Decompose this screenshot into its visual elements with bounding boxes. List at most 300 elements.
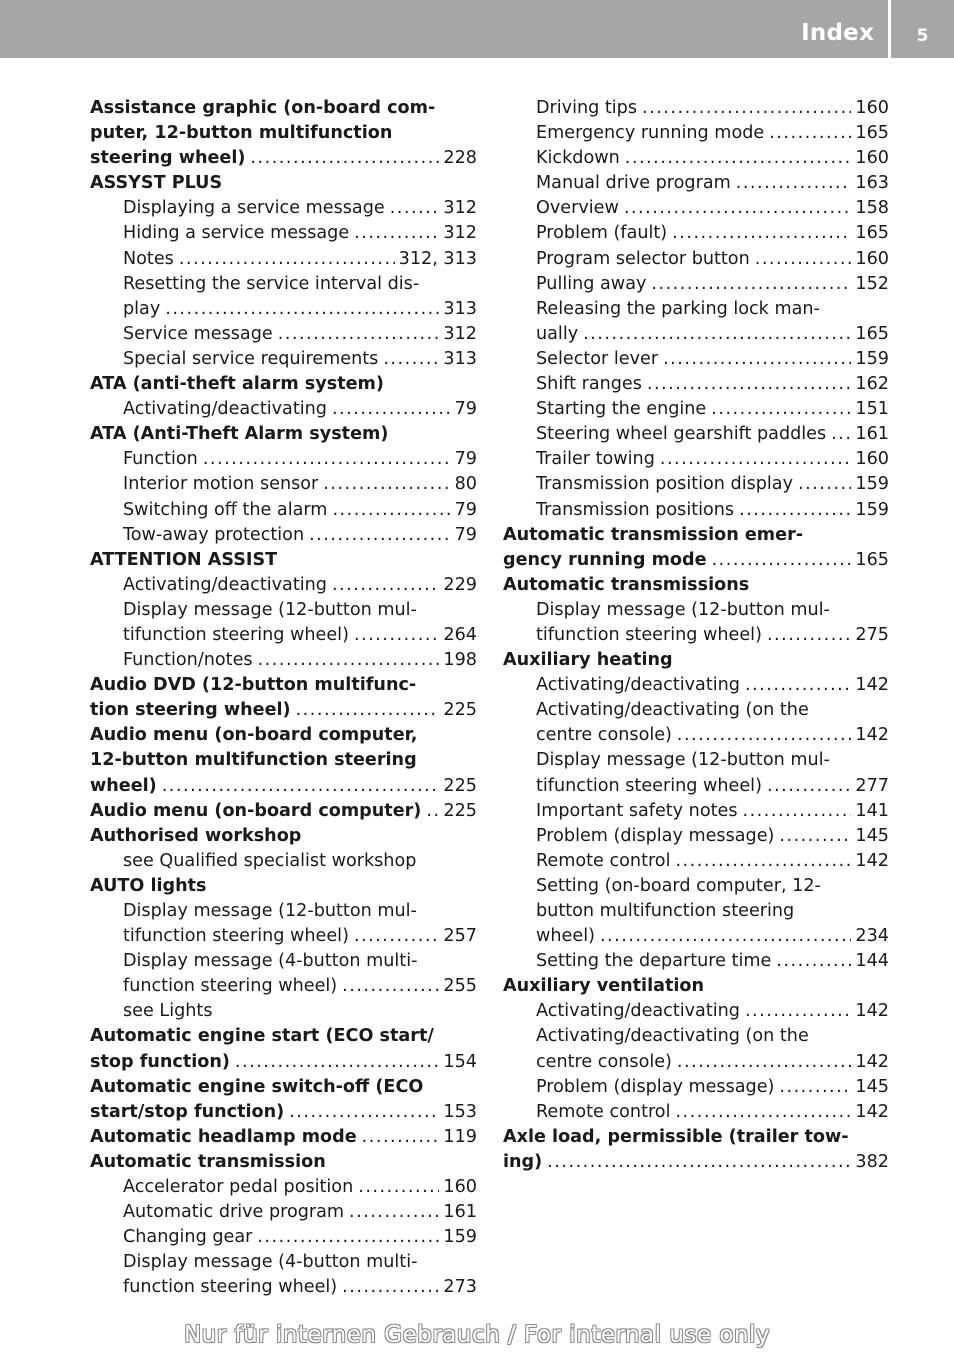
index-subentry <box>90 1250 477 1275</box>
page-reference: 165 <box>855 549 889 570</box>
dot-leader <box>767 623 851 648</box>
dot-leader <box>660 447 852 472</box>
index-subentry <box>503 924 889 949</box>
entry-text: centre console) <box>536 1051 672 1072</box>
page-reference: 312 <box>443 198 477 219</box>
page-reference: 142 <box>855 675 889 696</box>
index-subentry <box>503 874 889 899</box>
dot-leader <box>390 196 440 221</box>
entry-text: Transmission position display <box>536 474 793 495</box>
index-entry <box>503 573 889 598</box>
entry-text: Accelerator pedal position <box>123 1177 354 1198</box>
index-subentry <box>90 447 477 472</box>
page-reference: 313 <box>443 298 477 319</box>
index-entry <box>90 96 477 121</box>
dot-leader <box>776 949 851 974</box>
page-reference: 79 <box>454 499 477 520</box>
entry-text: Function <box>123 449 198 470</box>
entry-text: Function/notes <box>123 650 253 671</box>
page-reference: 312, 313 <box>398 248 477 269</box>
entry-text: centre console) <box>536 725 672 746</box>
entry-text: puter, 12-button multifunction <box>90 123 393 144</box>
index-subentry <box>503 196 889 221</box>
dot-leader <box>332 498 450 523</box>
entry-text: gency running mode <box>503 549 707 570</box>
index-entry <box>90 774 477 799</box>
dot-leader <box>162 774 440 799</box>
entry-text: Notes <box>123 248 174 269</box>
entry-text: Important safety notes <box>536 800 738 821</box>
entry-text: Interior motion sensor <box>123 474 319 495</box>
dot-leader <box>769 121 851 146</box>
entry-text: play <box>123 298 161 319</box>
index-entry <box>90 422 477 447</box>
index-column-left <box>90 96 477 1301</box>
index-entry <box>503 974 889 999</box>
entry-text: Audio menu (on-board computer, <box>90 725 418 746</box>
entry-text: Audio menu (on-board computer) <box>90 800 422 821</box>
index-entry <box>503 548 889 573</box>
dot-leader <box>235 1050 439 1075</box>
entry-text: 12-button multifunction steering <box>90 750 417 771</box>
dot-leader <box>583 322 851 347</box>
dot-leader <box>165 297 439 322</box>
entry-text: stop function) <box>90 1051 230 1072</box>
entry-text: tifunction steering wheel) <box>123 624 349 645</box>
dot-leader <box>354 924 439 949</box>
index-entry <box>90 748 477 773</box>
entry-text: Auxiliary heating <box>503 650 673 671</box>
entry-text: function steering wheel) <box>123 976 338 997</box>
page-reference: 142 <box>855 725 889 746</box>
header-bar <box>0 0 954 58</box>
index-subentry <box>503 297 889 322</box>
entry-text: steering wheel) <box>90 148 246 169</box>
page-reference: 161 <box>855 424 889 445</box>
index-subentry <box>503 999 889 1024</box>
index-subentry <box>90 1225 477 1250</box>
dot-leader <box>743 799 852 824</box>
dot-leader <box>332 397 451 422</box>
index-subentry <box>503 1100 889 1125</box>
index-entry <box>90 673 477 698</box>
entry-text: Automatic transmissions <box>503 574 750 595</box>
index-subentry <box>503 598 889 623</box>
entry-text: Trailer towing <box>536 449 655 470</box>
index-entry <box>90 171 477 196</box>
index-entry <box>90 1100 477 1125</box>
index-subentry <box>90 1275 477 1300</box>
entry-text: Activating/deactivating <box>123 574 327 595</box>
index-subentry <box>503 221 889 246</box>
page-reference: 225 <box>443 775 477 796</box>
dot-leader <box>779 1075 851 1100</box>
index-subentry <box>503 723 889 748</box>
page-reference: 80 <box>454 474 477 495</box>
page-reference: 159 <box>855 499 889 520</box>
page-reference: 257 <box>443 926 477 947</box>
page-reference: 225 <box>443 700 477 721</box>
entry-text: Emergency running mode <box>536 123 765 144</box>
index-entry <box>90 1024 477 1049</box>
dot-leader <box>547 1150 851 1175</box>
entry-text: Automatic engine start (ECO start/ <box>90 1026 434 1047</box>
dot-leader <box>767 774 851 799</box>
entry-text: Automatic headlamp mode <box>90 1126 357 1147</box>
index-subentry <box>503 322 889 347</box>
entry-text: ASSYST PLUS <box>90 173 223 194</box>
page-reference: 198 <box>443 650 477 671</box>
entry-text: Activating/deactivating <box>536 1001 740 1022</box>
page-reference: 142 <box>855 1001 889 1022</box>
page-reference: 161 <box>443 1202 477 1223</box>
index-subentry <box>90 297 477 322</box>
page-reference: 264 <box>443 624 477 645</box>
index-subentry <box>90 1175 477 1200</box>
dot-leader <box>342 974 439 999</box>
page-reference: 312 <box>443 323 477 344</box>
index-subentry <box>503 347 889 372</box>
index-entry <box>90 372 477 397</box>
entry-text: Activating/deactivating <box>536 675 740 696</box>
entry-text: Audio DVD (12-button multifunc- <box>90 675 417 696</box>
index-entry <box>503 1150 889 1175</box>
entry-text: Manual drive program <box>536 173 731 194</box>
page-reference: 154 <box>443 1051 477 1072</box>
dot-leader <box>755 247 852 272</box>
entry-text: Activating/deactivating (on the <box>536 1026 809 1047</box>
index-entry <box>90 548 477 573</box>
index-subentry <box>90 598 477 623</box>
entry-text: Setting the departure time <box>536 951 772 972</box>
index-subentry <box>90 1200 477 1225</box>
page-reference: 142 <box>855 1101 889 1122</box>
index-entry <box>90 1075 477 1100</box>
page-reference: 313 <box>443 348 477 369</box>
entry-text: start/stop function) <box>90 1101 285 1122</box>
page-reference: 165 <box>855 323 889 344</box>
index-subentry <box>90 272 477 297</box>
page-reference: 119 <box>443 1126 477 1147</box>
dot-leader <box>745 999 851 1024</box>
page-reference: 79 <box>454 449 477 470</box>
entry-text: Resetting the service interval dis- <box>123 273 420 294</box>
index-subentry <box>90 322 477 347</box>
entry-text: Problem (display message) <box>536 1076 775 1097</box>
page-title: Index <box>801 20 874 46</box>
entry-text: tion steering wheel) <box>90 700 291 721</box>
page-reference: 277 <box>855 775 889 796</box>
index-subentry <box>503 146 889 171</box>
entry-text: Switching off the alarm <box>123 499 328 520</box>
index-entry <box>90 1125 477 1150</box>
index-subentry <box>90 498 477 523</box>
page-reference: 273 <box>443 1277 477 1298</box>
entry-text: Display message (12-button mul- <box>536 750 830 771</box>
index-subentry <box>90 196 477 221</box>
dot-leader <box>651 272 851 297</box>
page-reference: 145 <box>855 825 889 846</box>
page-reference: 152 <box>855 273 889 294</box>
entry-text: Auxiliary ventilation <box>503 976 705 997</box>
index-subentry <box>90 573 477 598</box>
entry-text: Displaying a service message <box>123 198 385 219</box>
entry-text: AUTO lights <box>90 875 207 896</box>
index-entry <box>503 648 889 673</box>
index-entry <box>90 146 477 171</box>
entry-text: button multifunction steering <box>536 901 795 921</box>
entry-text: see Qualified specialist workshop <box>123 850 417 871</box>
entry-text: see Lights <box>123 1001 213 1022</box>
index-entry <box>90 874 477 899</box>
entry-text: tifunction steering wheel) <box>536 624 762 645</box>
index-subentry <box>503 422 889 447</box>
entry-text: Hiding a service message <box>123 223 350 244</box>
entry-text: function steering wheel) <box>123 1277 338 1298</box>
dot-leader <box>711 397 851 422</box>
page-reference: 145 <box>855 1076 889 1097</box>
dot-leader <box>625 146 852 171</box>
entry-text: ATA (Anti-Theft Alarm system) <box>90 424 389 445</box>
entry-text: Shift ranges <box>536 374 642 395</box>
dot-leader <box>278 322 440 347</box>
dot-leader <box>354 221 439 246</box>
page-reference: 79 <box>454 399 477 420</box>
entry-text: tifunction steering wheel) <box>123 926 349 947</box>
dot-leader <box>779 824 851 849</box>
dot-leader <box>677 1050 852 1075</box>
dot-leader <box>624 196 852 221</box>
entry-text: Display message (4-button multi- <box>123 1252 418 1273</box>
entry-text: Assistance graphic (on-board com- <box>90 98 436 118</box>
index-subentry <box>503 673 889 698</box>
index-subentry <box>503 824 889 849</box>
page-reference: 144 <box>855 951 889 972</box>
page-reference: 165 <box>855 223 889 244</box>
index-subentry <box>90 999 477 1024</box>
index-subentry <box>90 924 477 949</box>
dot-leader <box>831 422 851 447</box>
page-reference: 228 <box>443 148 477 169</box>
dot-leader <box>358 1175 439 1200</box>
page-reference: 159 <box>443 1227 477 1248</box>
entry-text: wheel) <box>90 775 157 796</box>
dot-leader <box>296 698 440 723</box>
page-reference: 153 <box>443 1101 477 1122</box>
index-entry <box>90 1150 477 1175</box>
index-subentry <box>503 498 889 523</box>
page-reference: 163 <box>855 173 889 194</box>
entry-text: Automatic drive program <box>123 1202 345 1223</box>
dot-leader <box>289 1100 439 1125</box>
entry-text: ATTENTION ASSIST <box>90 549 278 570</box>
index-subentry <box>503 247 889 272</box>
dot-leader <box>203 447 451 472</box>
page-reference: 142 <box>855 850 889 871</box>
index-subentry <box>503 472 889 497</box>
index-subentry <box>503 748 889 773</box>
index-subentry <box>90 247 477 272</box>
index-subentry <box>503 96 889 121</box>
entry-text: Remote control <box>536 1101 671 1122</box>
entry-text: Driving tips <box>536 98 638 118</box>
page-reference: 160 <box>855 148 889 169</box>
dot-leader <box>647 372 852 397</box>
index-subentry <box>90 397 477 422</box>
index-entry <box>90 723 477 748</box>
entry-text: Kickdown <box>536 148 620 169</box>
index-subentry <box>503 774 889 799</box>
index-subentry <box>90 648 477 673</box>
page-reference: 275 <box>855 624 889 645</box>
entry-text: Changing gear <box>123 1227 253 1248</box>
dot-leader <box>258 648 440 673</box>
page-reference: 160 <box>855 98 889 118</box>
entry-text: Display message (12-button mul- <box>123 901 417 921</box>
index-subentry <box>503 799 889 824</box>
page-reference: 158 <box>855 198 889 219</box>
index-subentry <box>90 523 477 548</box>
entry-text: Service message <box>123 323 273 344</box>
dot-leader <box>798 472 851 497</box>
dot-leader <box>739 498 851 523</box>
page-reference: 160 <box>443 1177 477 1198</box>
entry-text: Program selector button <box>536 248 750 269</box>
entry-text: Display message (4-button multi- <box>123 951 418 972</box>
entry-text: Problem (fault) <box>536 223 668 244</box>
entry-text: Authorised workshop <box>90 825 302 846</box>
entry-text: tifunction steering wheel) <box>536 775 762 796</box>
entry-text: Tow-away protection <box>123 524 305 545</box>
index-subentry <box>90 974 477 999</box>
entry-text: Display message (12-button mul- <box>536 599 830 620</box>
index-subentry <box>503 121 889 146</box>
index-subentry <box>503 623 889 648</box>
dot-leader <box>257 1225 439 1250</box>
page-reference: 160 <box>855 248 889 269</box>
index-subentry <box>90 623 477 648</box>
page-reference: 151 <box>855 399 889 420</box>
entry-text: ing) <box>503 1151 543 1172</box>
entry-text: Pulling away <box>536 273 647 294</box>
index-entry <box>503 1125 889 1150</box>
page-reference: 382 <box>855 1151 889 1172</box>
entry-text: Remote control <box>536 850 671 871</box>
dot-leader <box>349 1200 439 1225</box>
page-reference: 141 <box>855 800 889 821</box>
entry-text: Steering wheel gearshift paddles <box>536 424 827 445</box>
index-subentry <box>90 849 477 874</box>
index-subentry <box>503 1075 889 1100</box>
index-subentry <box>503 171 889 196</box>
watermark: Nur für internen Gebrauch / For internal use only <box>183 1322 771 1348</box>
dot-leader <box>323 472 450 497</box>
index-subentry <box>503 372 889 397</box>
entry-text: Automatic engine switch-off (ECO <box>90 1076 424 1097</box>
dot-leader <box>309 523 451 548</box>
dot-leader <box>642 96 851 121</box>
index-entry <box>90 799 477 824</box>
index-entry <box>90 698 477 723</box>
index-column-right <box>503 96 889 1175</box>
entry-text: Problem (display message) <box>536 825 775 846</box>
index-subentry <box>503 949 889 974</box>
page-reference: 142 <box>855 1051 889 1072</box>
entry-text: Releasing the parking lock man- <box>536 298 820 319</box>
index-subentry <box>90 347 477 372</box>
page-reference: 229 <box>443 574 477 595</box>
entry-text: Display message (12-button mul- <box>123 599 417 620</box>
index-subentry <box>90 472 477 497</box>
page-reference: 225 <box>443 800 477 821</box>
entry-text: Overview <box>536 198 619 219</box>
page-number: 5 <box>916 26 929 46</box>
index-subentry <box>503 849 889 874</box>
page-reference: 159 <box>855 474 889 495</box>
index-entry <box>503 523 889 548</box>
entry-text: Setting (on-board computer, 12- <box>536 875 821 896</box>
entry-text: Automatic transmission emer- <box>503 524 804 545</box>
dot-leader <box>426 799 439 824</box>
dot-leader <box>332 573 439 598</box>
dot-leader <box>745 673 851 698</box>
dot-leader <box>250 146 439 171</box>
page-reference: 160 <box>855 449 889 470</box>
dot-leader <box>675 1100 851 1125</box>
dot-leader <box>179 247 395 272</box>
dot-leader <box>736 171 852 196</box>
entry-text: Activating/deactivating <box>123 399 327 420</box>
entry-text: Special service requirements <box>123 348 379 369</box>
index-subentry <box>503 1050 889 1075</box>
page-reference: 312 <box>443 223 477 244</box>
entry-text: Automatic transmission <box>90 1151 326 1172</box>
page-reference: 159 <box>855 348 889 369</box>
index-entry <box>90 824 477 849</box>
entry-text: ATA (anti-theft alarm system) <box>90 374 384 395</box>
index-subentry <box>503 899 889 924</box>
dot-leader <box>342 1275 439 1300</box>
index-subentry <box>90 899 477 924</box>
page-reference: 234 <box>855 926 889 947</box>
dot-leader <box>675 849 851 874</box>
dot-leader <box>712 548 852 573</box>
index-subentry <box>503 272 889 297</box>
index-subentry <box>503 397 889 422</box>
page-reference: 79 <box>454 524 477 545</box>
index-entry <box>90 1050 477 1075</box>
entry-text: Axle load, permissible (trailer tow- <box>503 1126 849 1147</box>
dot-leader <box>362 1125 440 1150</box>
entry-text: wheel) <box>536 926 595 947</box>
dot-leader <box>383 347 439 372</box>
entry-text: Selector lever <box>536 348 659 369</box>
dot-leader <box>677 723 852 748</box>
entry-text: Starting the engine <box>536 399 707 420</box>
index-subentry <box>90 221 477 246</box>
index-subentry <box>503 1024 889 1049</box>
dot-leader <box>672 221 851 246</box>
entry-text: Transmission positions <box>536 499 735 520</box>
dot-leader <box>354 623 439 648</box>
index-subentry <box>503 698 889 723</box>
page-reference: 162 <box>855 374 889 395</box>
index-entry <box>90 121 477 146</box>
dot-leader <box>600 924 851 949</box>
index-subentry <box>90 949 477 974</box>
index-subentry <box>503 447 889 472</box>
dot-leader <box>663 347 851 372</box>
